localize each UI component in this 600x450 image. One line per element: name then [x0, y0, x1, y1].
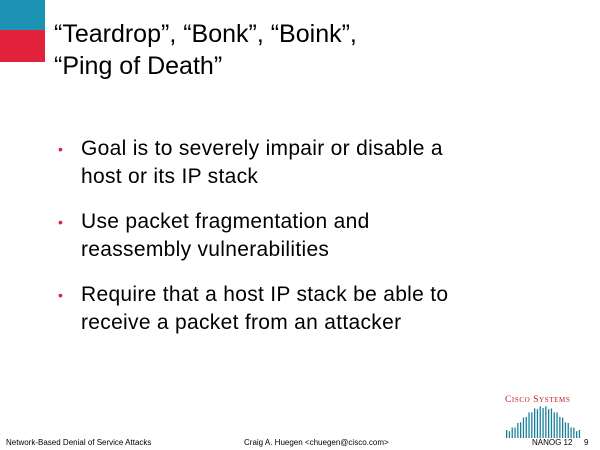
- logo-bar: [573, 428, 574, 438]
- bullet-text-line-2: reassembly vulnerabilities: [81, 238, 330, 261]
- logo-bar: [554, 412, 555, 438]
- footer-event: NANOG 12: [532, 438, 573, 447]
- bullet-dot: •: [58, 287, 64, 303]
- logo-bar: [568, 423, 569, 438]
- logo-bar: [542, 408, 543, 438]
- bullet-item: [58, 208, 558, 264]
- corner-accent-teal: [0, 0, 45, 30]
- logo-bar: [562, 418, 563, 438]
- slide-title: [54, 18, 574, 82]
- bullet-text-line-1: Use packet fragmentation and: [81, 210, 370, 233]
- logo-bar: [509, 431, 510, 438]
- logo-bar: [545, 406, 546, 438]
- cisco-systems-logo: [504, 392, 584, 438]
- logo-bar: [528, 412, 529, 438]
- bullet-text-line-2: receive a packet from an attacker: [81, 311, 402, 334]
- logo-bar: [512, 428, 513, 438]
- logo-bar: [570, 427, 571, 438]
- page-number: 9: [584, 438, 589, 447]
- bullet-text-line-2: host or its IP stack: [81, 165, 259, 188]
- logo-bar: [565, 422, 566, 438]
- logo-bar: [537, 409, 538, 438]
- footer-presentation-title: Network-Based Denial of Service Attacks: [6, 438, 152, 447]
- logo-bar: [556, 412, 557, 438]
- logo-bar: [514, 427, 515, 438]
- logo-bar: [540, 406, 541, 438]
- logo-bar: [523, 418, 524, 438]
- logo-bridge-bars: [506, 406, 580, 438]
- logo-bar: [526, 417, 527, 438]
- logo-bar: [559, 417, 560, 438]
- bullet-text-line-1: Require that a host IP stack be able to: [81, 283, 449, 306]
- slide-title-line-1: “Teardrop”, “Bonk”, “Boink”,: [54, 20, 357, 48]
- bullet-item: [58, 135, 558, 191]
- logo-bar: [551, 408, 552, 438]
- corner-accent-red: [0, 30, 45, 62]
- logo-bar: [506, 430, 507, 438]
- bullet-list: [58, 135, 558, 354]
- logo-bar: [531, 412, 532, 438]
- logo-bar: [579, 430, 580, 438]
- logo-bar: [520, 422, 521, 438]
- bullet-item: [58, 281, 558, 337]
- logo-wordmark: Cisco Systems: [505, 395, 571, 405]
- slide-title-line-2: “Ping of Death”: [54, 52, 223, 80]
- logo-bar: [548, 409, 549, 438]
- bullet-dot: •: [58, 214, 64, 230]
- bullet-text-line-1: Goal is to severely impair or disable a: [81, 137, 443, 160]
- logo-bar: [534, 408, 535, 438]
- bullet-dot: •: [58, 141, 64, 157]
- logo-bar: [576, 431, 577, 438]
- logo-bar: [517, 423, 518, 438]
- footer-author: Craig A. Huegen <chuegen@cisco.com>: [244, 438, 389, 447]
